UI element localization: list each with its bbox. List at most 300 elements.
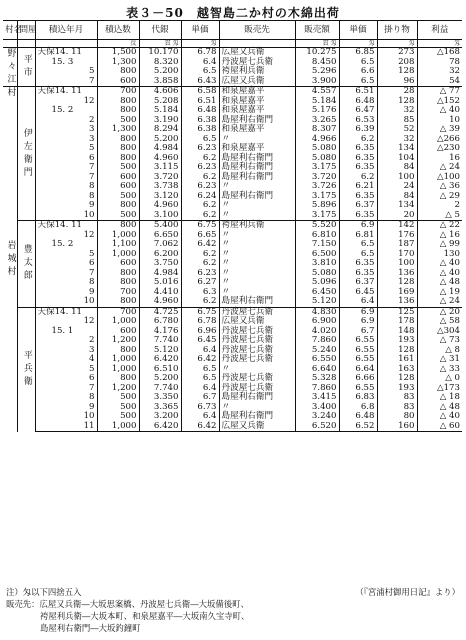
buyer-cell: 和泉屋嘉平 [219, 144, 295, 154]
cost-cell: 169 [377, 288, 417, 298]
date-cell: 天保14. 11 [35, 221, 97, 231]
buyer-cell: 〃 [219, 403, 295, 413]
date-cell: 12 [35, 97, 97, 107]
buyer-cell: 〃 [219, 365, 295, 375]
count-cell: 800 [97, 154, 139, 164]
price-cell: 6.42 [181, 422, 219, 432]
buyer-cell: 丹波屋七兵衛 [219, 346, 295, 356]
silver-cell: 5.016 [139, 278, 181, 288]
price2-cell: 6.21 [339, 182, 377, 192]
cost-cell: 193 [377, 384, 417, 394]
price-cell: 6.4 [181, 412, 219, 422]
cost-cell: 24 [377, 182, 417, 192]
table-row [3, 48, 462, 58]
sales-cell: 7.150 [295, 240, 339, 250]
count-cell: 1,200 [97, 384, 139, 394]
date-cell: 5 [35, 144, 97, 154]
profit-cell: 32 [417, 67, 462, 77]
silver-cell: 4.960 [139, 297, 181, 307]
price-cell: 6.23 [181, 269, 219, 279]
sales-cell: 3.175 [295, 192, 339, 202]
price2-cell: 6.35 [339, 259, 377, 269]
sales-cell: 10.275 [295, 48, 339, 58]
merchant-name: 平兵衛 [17, 307, 35, 432]
sales-cell: 6.450 [295, 288, 339, 298]
profit-cell: 16 [417, 154, 462, 164]
count-cell: 600 [97, 182, 139, 192]
silver-cell: 5.200 [139, 67, 181, 77]
price-cell: 6.2 [181, 211, 219, 221]
price2-cell: 6.5 [339, 250, 377, 260]
buyer-cell: 〃 [219, 211, 295, 221]
price-cell: 6.23 [181, 163, 219, 173]
table-row [3, 125, 462, 135]
village-name: 野々江村 [3, 48, 17, 87]
profit-cell: △ 58 [417, 317, 462, 327]
count-cell: 600 [97, 259, 139, 269]
cost-cell: 104 [377, 154, 417, 164]
date-cell: 7 [35, 384, 97, 394]
price-cell: 6.38 [181, 125, 219, 135]
price-cell: 6.45 [181, 336, 219, 346]
sales-cell: 5.080 [295, 154, 339, 164]
price-cell: 6.5 [181, 135, 219, 145]
sales-cell: 3.265 [295, 116, 339, 126]
count-cell: 1,000 [97, 250, 139, 260]
buyer-cell: 和泉屋嘉平 [219, 87, 295, 97]
silver-cell: 5.120 [139, 346, 181, 356]
sales-cell: 5.120 [295, 297, 339, 307]
cost-cell: 20 [377, 211, 417, 221]
profit-cell: △ 22 [417, 221, 462, 231]
header-buyer: 販売先 [219, 21, 295, 40]
merchant-name: 豊太郎 [17, 221, 35, 308]
date-cell: 15. 2 [35, 240, 97, 250]
count-cell: 500 [97, 116, 139, 126]
unit-cell: 反 [97, 40, 139, 48]
silver-cell: 4.960 [139, 154, 181, 164]
silver-cell: 3.115 [139, 163, 181, 173]
price2-cell: 6.48 [339, 412, 377, 422]
price2-cell: 6.5 [339, 58, 377, 68]
cost-cell: 176 [377, 231, 417, 241]
price-cell: 6.7 [181, 393, 219, 403]
cost-cell: 193 [377, 336, 417, 346]
date-cell: 天保14. 11 [35, 48, 97, 58]
price-cell: 6.5 [181, 374, 219, 384]
cost-cell: 83 [377, 403, 417, 413]
buyer-cell: 丹波屋七兵衛 [219, 355, 295, 365]
buyer-cell: 広屋又兵衛 [219, 317, 295, 327]
profit-cell: △ 99 [417, 240, 462, 250]
profit-cell: △ 16 [417, 231, 462, 241]
price-cell: 6.78 [181, 317, 219, 327]
table-row [3, 192, 462, 202]
price2-cell: 6.35 [339, 211, 377, 221]
sales-cell: 5.896 [295, 201, 339, 211]
table-row [3, 278, 462, 288]
price2-cell: 6.81 [339, 231, 377, 241]
count-cell: 800 [97, 135, 139, 145]
buyer-cell: 和泉屋嘉平 [219, 125, 295, 135]
cost-cell: 32 [377, 106, 417, 116]
silver-cell: 6.420 [139, 355, 181, 365]
silver-cell: 8.294 [139, 125, 181, 135]
cost-cell: 100 [377, 173, 417, 183]
merchant-name: 伊左衛門 [17, 87, 35, 221]
price2-cell: 6.35 [339, 154, 377, 164]
price-cell: 6.96 [181, 327, 219, 337]
buyer-cell: 丹波屋七兵衛 [219, 384, 295, 394]
buyer-cell: 和泉屋嘉平 [219, 97, 295, 107]
silver-cell: 4.984 [139, 144, 181, 154]
count-cell: 700 [97, 288, 139, 298]
price-cell: 6.24 [181, 192, 219, 202]
price-cell: 6.4 [181, 346, 219, 356]
silver-cell: 3.190 [139, 116, 181, 126]
date-cell: 天保14. 11 [35, 307, 97, 317]
unit-cell: 匁 [181, 40, 219, 48]
profit-cell: △ 19 [417, 288, 462, 298]
price-cell: 6.3 [181, 288, 219, 298]
silver-cell: 3.858 [139, 77, 181, 87]
price-cell: 6.73 [181, 403, 219, 413]
cost-cell: 125 [377, 307, 417, 317]
profit-cell: △230 [417, 144, 462, 154]
price-cell: 6.2 [181, 259, 219, 269]
count-cell: 600 [97, 77, 139, 87]
price2-cell: 6.37 [339, 278, 377, 288]
count-cell: 1,200 [97, 336, 139, 346]
cost-cell: 163 [377, 365, 417, 375]
sales-cell: 4.966 [295, 135, 339, 145]
silver-cell: 4.606 [139, 87, 181, 97]
buyer-cell: 丹波屋七兵衛 [219, 307, 295, 317]
sales-cell: 4.557 [295, 87, 339, 97]
count-cell: 500 [97, 211, 139, 221]
header-row [3, 21, 462, 40]
date-cell: 10 [35, 211, 97, 221]
sales-cell: 6.550 [295, 355, 339, 365]
buyer-cell: 和泉屋嘉平 [219, 106, 295, 116]
header-price: 単価 [181, 21, 219, 40]
buyer-cell: 広屋又兵衛 [219, 77, 295, 87]
price2-cell: 6.47 [339, 106, 377, 116]
date-cell: 7 [35, 77, 97, 87]
silver-cell: 8.320 [139, 58, 181, 68]
silver-cell: 6.200 [139, 250, 181, 260]
silver-cell: 6.510 [139, 365, 181, 375]
cost-cell: 80 [377, 412, 417, 422]
sales-cell: 6.500 [295, 250, 339, 260]
count-cell: 800 [97, 346, 139, 356]
village-name: 岩城村 [3, 87, 17, 432]
buyer-cell: 〃 [219, 135, 295, 145]
header-village: 村名 [3, 21, 17, 40]
table-row [3, 201, 462, 211]
profit-cell: △ 31 [417, 355, 462, 365]
cost-cell: 187 [377, 240, 417, 250]
table-row [3, 77, 462, 87]
silver-cell: 4.725 [139, 307, 181, 317]
date-cell: 5 [35, 365, 97, 375]
price2-cell: 6.55 [339, 346, 377, 356]
count-cell: 800 [97, 269, 139, 279]
count-cell: 1,000 [97, 422, 139, 432]
table-row [3, 422, 462, 432]
count-cell: 800 [97, 97, 139, 107]
price-cell: 6.43 [181, 77, 219, 87]
cost-cell: 84 [377, 163, 417, 173]
price2-cell: 6.8 [339, 403, 377, 413]
silver-cell: 6.420 [139, 422, 181, 432]
buyer-cell: 広屋又兵衛 [219, 48, 295, 58]
profit-cell: △168 [417, 48, 462, 58]
price2-cell: 6.55 [339, 355, 377, 365]
sales-cell: 3.175 [295, 211, 339, 221]
buyer-cell: 袴屋利兵衛 [219, 221, 295, 231]
cost-cell: 128 [377, 67, 417, 77]
price2-cell: 6.85 [339, 48, 377, 58]
date-cell: 7 [35, 269, 97, 279]
sales-cell: 3.240 [295, 412, 339, 422]
count-cell: 800 [97, 106, 139, 116]
sales-cell: 5.080 [295, 269, 339, 279]
profit-cell: △304 [417, 327, 462, 337]
count-cell: 800 [97, 278, 139, 288]
price2-cell: 6.55 [339, 384, 377, 394]
count-cell: 800 [97, 374, 139, 384]
sales-cell: 5.328 [295, 374, 339, 384]
silver-cell: 10.170 [139, 48, 181, 58]
cost-cell: 128 [377, 374, 417, 384]
buyer-cell: 島屋利右衛門 [219, 163, 295, 173]
source-note: （『宮浦村御用日記』より） [355, 587, 460, 597]
footnote [6, 586, 462, 634]
date-cell: 3 [35, 135, 97, 145]
buyer-cell: 広屋又兵衛 [219, 422, 295, 432]
buyer-cell: 丹波屋七兵衛 [219, 58, 295, 68]
silver-cell: 4.984 [139, 269, 181, 279]
count-cell: 500 [97, 192, 139, 202]
price2-cell: 6.5 [339, 77, 377, 87]
profit-cell: △ 39 [417, 125, 462, 135]
cost-cell: 208 [377, 58, 417, 68]
price2-cell: 6.6 [339, 67, 377, 77]
silver-cell: 4.960 [139, 201, 181, 211]
profit-cell: △ 77 [417, 87, 462, 97]
unit-cell: 匁 [339, 40, 377, 48]
table-row [3, 221, 462, 231]
price-cell: 6.5 [181, 365, 219, 375]
date-cell: 9 [35, 201, 97, 211]
price2-cell: 6.53 [339, 116, 377, 126]
cost-cell: 160 [377, 422, 417, 432]
cost-cell: 134 [377, 201, 417, 211]
date-cell: 15. 2 [35, 106, 97, 116]
cost-cell: 170 [377, 250, 417, 260]
buyer-cell: 袴屋利兵衛 [219, 67, 295, 77]
date-cell: 3 [35, 125, 97, 135]
date-cell: 6 [35, 374, 97, 384]
sales-cell: 6.900 [295, 317, 339, 327]
price-cell: 6.42 [181, 240, 219, 250]
profit-cell: △ 33 [417, 365, 462, 375]
buyer-cell: 〃 [219, 288, 295, 298]
date-cell: 10 [35, 412, 97, 422]
price-cell: 6.38 [181, 116, 219, 126]
count-cell: 1,100 [97, 240, 139, 250]
silver-cell: 3.720 [139, 173, 181, 183]
date-cell: 8 [35, 192, 97, 202]
profit-cell: △266 [417, 135, 462, 145]
price-cell: 6.48 [181, 106, 219, 116]
buyer-cell: 〃 [219, 182, 295, 192]
price2-cell: 6.5 [339, 240, 377, 250]
buyer-cell: 島屋利右衛門 [219, 412, 295, 422]
date-cell: 5 [35, 250, 97, 260]
sales-cell: 3.400 [295, 403, 339, 413]
count-cell: 500 [97, 393, 139, 403]
header-sales: 販売額 [295, 21, 339, 40]
count-cell: 800 [97, 297, 139, 307]
buyer-cell: 〃 [219, 231, 295, 241]
date-cell: 天保14. 11 [35, 87, 97, 97]
note-line: 袴屋利兵衛―大坂本町、和泉屋嘉平―大坂南久宝寺町、 [40, 611, 250, 621]
price-cell: 6.2 [181, 201, 219, 211]
unit-cell: 匁 [377, 40, 417, 48]
unit-cell [3, 40, 17, 48]
count-cell: 1,300 [97, 58, 139, 68]
count-cell: 800 [97, 201, 139, 211]
count-cell: 1,300 [97, 125, 139, 135]
date-cell: 12 [35, 231, 97, 241]
silver-cell: 5.184 [139, 106, 181, 116]
cotton-shipment-table [3, 20, 462, 432]
price-cell: 6.78 [181, 48, 219, 58]
cost-cell: 128 [377, 346, 417, 356]
profit-cell: 10 [417, 116, 462, 126]
unit-cell: 貫 匁 [295, 40, 339, 48]
header-price2: 単価 [339, 21, 377, 40]
sales-cell: 5.080 [295, 144, 339, 154]
buyer-cell: 島屋利右衛門 [219, 297, 295, 307]
profit-cell: △ 48 [417, 278, 462, 288]
profit-cell: △ 24 [417, 297, 462, 307]
table-row [3, 87, 462, 97]
date-cell: 2 [35, 116, 97, 126]
sales-cell: 3.175 [295, 163, 339, 173]
buyer-cell: 島屋利右衛門 [219, 154, 295, 164]
table-row [3, 269, 462, 279]
cost-cell: 28 [377, 87, 417, 97]
table-title: 表３－50 越智島二か村の木綿出荷 [126, 6, 340, 20]
profit-cell: 78 [417, 58, 462, 68]
date-cell: 7 [35, 173, 97, 183]
profit-cell: △ 40 [417, 106, 462, 116]
count-cell: 500 [97, 412, 139, 422]
date-cell: 10 [35, 297, 97, 307]
sales-cell: 6.810 [295, 231, 339, 241]
cost-cell: 134 [377, 144, 417, 154]
sales-cell: 8.450 [295, 58, 339, 68]
cost-cell: 84 [377, 192, 417, 202]
merchant-name: 平市 [17, 48, 35, 87]
price-cell: 6.23 [181, 182, 219, 192]
price-cell: 6.27 [181, 278, 219, 288]
profit-cell: △ 40 [417, 259, 462, 269]
count-cell: 500 [97, 163, 139, 173]
cost-cell: 136 [377, 269, 417, 279]
sales-cell: 4.830 [295, 307, 339, 317]
profit-cell: △ 5 [417, 211, 462, 221]
silver-cell: 3.738 [139, 182, 181, 192]
unit-cell: 匁 [417, 40, 462, 48]
sales-cell: 6.640 [295, 365, 339, 375]
unit-cell [17, 40, 35, 48]
buyer-cell: 丹波屋七兵衛 [219, 327, 295, 337]
price2-cell: 6.2 [339, 173, 377, 183]
profit-cell: △ 8 [417, 346, 462, 356]
profit-cell: △ 18 [417, 393, 462, 403]
count-cell: 700 [97, 87, 139, 97]
silver-cell: 3.350 [139, 393, 181, 403]
profit-cell: 130 [417, 250, 462, 260]
buyer-cell: 丹波屋七兵衛 [219, 336, 295, 346]
profit-cell: △152 [417, 97, 462, 107]
silver-cell: 5.200 [139, 374, 181, 384]
silver-cell: 4.410 [139, 288, 181, 298]
sales-cell: 5.520 [295, 221, 339, 231]
price2-cell: 6.66 [339, 374, 377, 384]
silver-cell: 3.750 [139, 259, 181, 269]
price2-cell: 6.37 [339, 201, 377, 211]
price-cell: 6.58 [181, 87, 219, 97]
profit-cell: △100 [417, 173, 462, 183]
sales-cell: 7.860 [295, 384, 339, 394]
price2-cell: 6.45 [339, 288, 377, 298]
table-row [3, 211, 462, 221]
price2-cell: 6.64 [339, 365, 377, 375]
date-cell: 4 [35, 355, 97, 365]
cost-cell: 96 [377, 77, 417, 87]
price2-cell: 6.52 [339, 422, 377, 432]
sales-cell: 3.415 [295, 393, 339, 403]
cost-cell: 128 [377, 97, 417, 107]
sales-cell: 5.096 [295, 278, 339, 288]
date-cell: 15. 3 [35, 58, 97, 68]
silver-cell: 4.176 [139, 327, 181, 337]
cost-cell: 100 [377, 259, 417, 269]
silver-cell: 5.200 [139, 135, 181, 145]
price-cell: 6.42 [181, 355, 219, 365]
table-row [3, 250, 462, 260]
date-cell: 9 [35, 403, 97, 413]
date-cell: 6 [35, 154, 97, 164]
note-line: 販売先：広屋又兵衛―大坂思案橋、丹波屋七兵衛―大坂備後町、 [6, 599, 249, 609]
price-cell: 6.2 [181, 154, 219, 164]
note-line: 注）匁以下四捨五入 [6, 587, 82, 597]
profit-cell: △ 60 [417, 422, 462, 432]
price-cell: 6.2 [181, 173, 219, 183]
cost-cell: 178 [377, 317, 417, 327]
price-cell: 6.51 [181, 97, 219, 107]
silver-cell: 7.062 [139, 240, 181, 250]
price-cell: 6.5 [181, 67, 219, 77]
cost-cell: 273 [377, 48, 417, 58]
profit-cell: △ 24 [417, 163, 462, 173]
price-cell: 6.65 [181, 231, 219, 241]
